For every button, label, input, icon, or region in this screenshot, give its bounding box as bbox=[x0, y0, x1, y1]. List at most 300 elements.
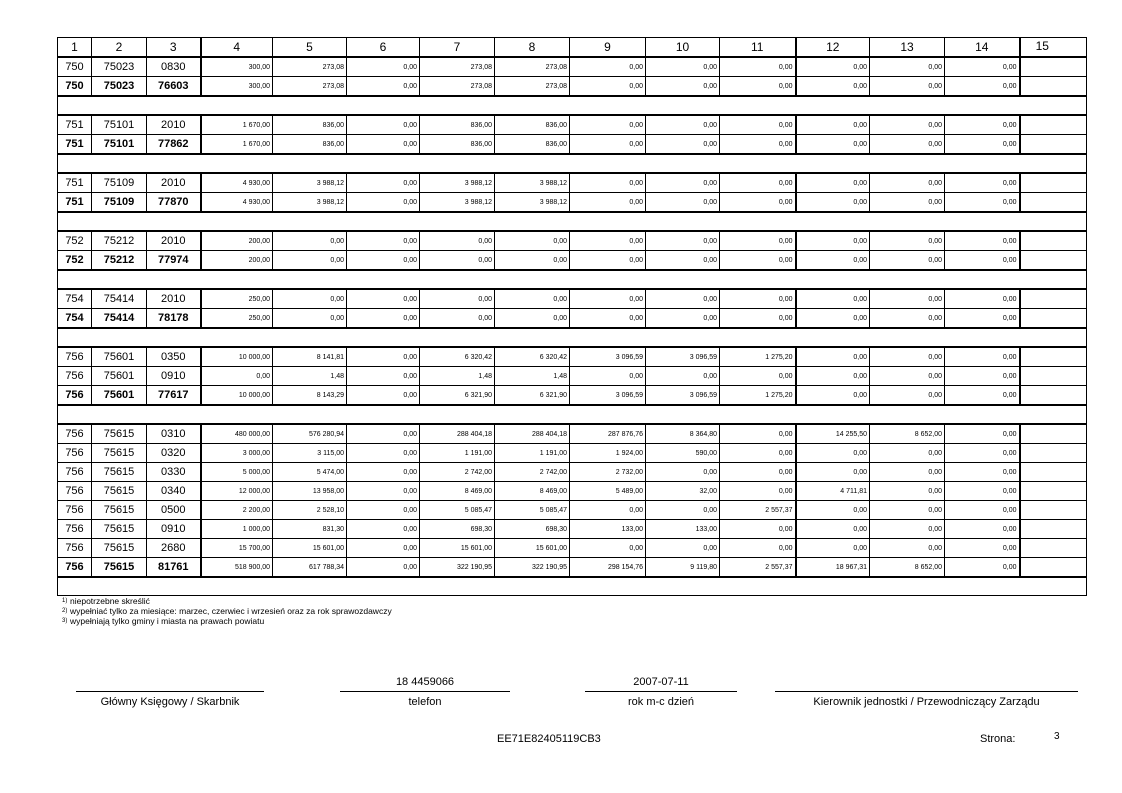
table-cell: 3 988,12 bbox=[420, 193, 495, 213]
table-cell: 1 275,20 bbox=[720, 386, 796, 406]
table-cell-15 bbox=[1020, 501, 1087, 520]
table-cell: 617 788,34 bbox=[273, 558, 347, 578]
table-cell-15 bbox=[1020, 289, 1087, 309]
table-cell: 300,00 bbox=[201, 57, 273, 77]
table-cell: 250,00 bbox=[201, 289, 273, 309]
table-cell: 0,00 bbox=[570, 367, 646, 386]
spacer-row bbox=[58, 96, 1087, 115]
table-cell: 0,00 bbox=[796, 520, 870, 539]
table-cell: 0,00 bbox=[796, 539, 870, 558]
table-row bbox=[58, 424, 1087, 444]
header-cell: 7 bbox=[420, 38, 495, 58]
table-cell: 8 364,80 bbox=[646, 424, 720, 444]
table-cell: 0,00 bbox=[796, 135, 870, 155]
table-cell: 836,00 bbox=[495, 115, 570, 135]
table-cell: 751 bbox=[58, 135, 92, 155]
table-cell: 836,00 bbox=[273, 135, 347, 155]
table-cell: 576 280,94 bbox=[273, 424, 347, 444]
table-cell: 1 924,00 bbox=[570, 444, 646, 463]
table-cell: 0,00 bbox=[945, 193, 1020, 213]
document-code: EE71E82405119CB3 bbox=[497, 733, 601, 745]
table-cell: 756 bbox=[58, 444, 92, 463]
spacer-row bbox=[58, 405, 1087, 424]
spacer-row bbox=[58, 328, 1087, 347]
table-cell-15 bbox=[1020, 57, 1087, 77]
table-cell: 273,08 bbox=[495, 77, 570, 97]
table-cell: 836,00 bbox=[420, 115, 495, 135]
table-cell: 0,00 bbox=[347, 386, 420, 406]
table-cell: 15 601,00 bbox=[273, 539, 347, 558]
table-cell: 2 557,37 bbox=[720, 558, 796, 578]
table-cell: 8 143,29 bbox=[273, 386, 347, 406]
table-cell: 0,00 bbox=[720, 444, 796, 463]
table-cell: 75101 bbox=[92, 115, 147, 135]
spacer-cell bbox=[58, 154, 1087, 173]
table-cell: 0,00 bbox=[870, 77, 945, 97]
table-cell: 0,00 bbox=[347, 231, 420, 251]
table-cell: 0,00 bbox=[870, 482, 945, 501]
page-label: Strona: bbox=[980, 733, 1016, 745]
table-cell: 75109 bbox=[92, 173, 147, 193]
table-cell: 322 190,95 bbox=[495, 558, 570, 578]
date-label: rok m-c dzień bbox=[627, 696, 695, 708]
header-cell: 1 bbox=[58, 38, 92, 58]
table-cell: 0320 bbox=[147, 444, 201, 463]
table-cell: 0,00 bbox=[347, 57, 420, 77]
footnotes bbox=[62, 596, 392, 626]
table-cell: 5 474,00 bbox=[273, 463, 347, 482]
table-cell: 0,00 bbox=[796, 115, 870, 135]
table-cell: 200,00 bbox=[201, 251, 273, 271]
header-row bbox=[58, 38, 1087, 58]
header-cell: 11 bbox=[720, 38, 796, 58]
table-cell: 15 700,00 bbox=[201, 539, 273, 558]
table-cell: 756 bbox=[58, 347, 92, 367]
table-cell: 0,00 bbox=[945, 57, 1020, 77]
table-cell: 8 652,00 bbox=[870, 558, 945, 578]
table-cell: 15 601,00 bbox=[495, 539, 570, 558]
table-cell: 0,00 bbox=[646, 289, 720, 309]
table-cell: 32,00 bbox=[646, 482, 720, 501]
table-cell: 0,00 bbox=[570, 173, 646, 193]
table-cell: 0,00 bbox=[570, 539, 646, 558]
table-cell: 75414 bbox=[92, 289, 147, 309]
table-cell: 1,48 bbox=[420, 367, 495, 386]
table-cell: 75109 bbox=[92, 193, 147, 213]
table-cell: 0,00 bbox=[570, 115, 646, 135]
table-cell: 0,00 bbox=[646, 57, 720, 77]
table-cell: 8 141,81 bbox=[273, 347, 347, 367]
table-cell: 0,00 bbox=[945, 424, 1020, 444]
table-cell: 75601 bbox=[92, 347, 147, 367]
footnote-2: 2) wypełniać tylko za miesiące: marzec, czerwiec i wrzesień oraz za rok sprawozdawczy bbox=[62, 606, 392, 616]
footnote-1: 1) niepotrzebne skreślić bbox=[62, 596, 150, 606]
table-cell: 0,00 bbox=[720, 231, 796, 251]
table-cell: 0,00 bbox=[646, 231, 720, 251]
table-cell: 4 711,81 bbox=[796, 482, 870, 501]
table-cell: 0,00 bbox=[796, 251, 870, 271]
table-cell: 2010 bbox=[147, 115, 201, 135]
table-cell: 0,00 bbox=[796, 289, 870, 309]
table-cell: 0,00 bbox=[420, 231, 495, 251]
spacer-cell bbox=[58, 212, 1087, 231]
table-cell: 0,00 bbox=[870, 173, 945, 193]
table-cell: 9 119,80 bbox=[646, 558, 720, 578]
table-row bbox=[58, 520, 1087, 539]
header-cell: 6 bbox=[347, 38, 420, 58]
table-cell: 1,48 bbox=[495, 367, 570, 386]
table-cell: 1,48 bbox=[273, 367, 347, 386]
table-cell: 0350 bbox=[147, 347, 201, 367]
table-cell: 10 000,00 bbox=[201, 347, 273, 367]
table-cell: 0,00 bbox=[945, 347, 1020, 367]
spacer-row bbox=[58, 212, 1087, 231]
table-cell: 1 670,00 bbox=[201, 135, 273, 155]
table-cell-15 bbox=[1020, 173, 1087, 193]
table-row bbox=[58, 115, 1087, 135]
table-cell: 0340 bbox=[147, 482, 201, 501]
table-cell: 0,00 bbox=[870, 309, 945, 329]
header-cell: 13 bbox=[870, 38, 945, 58]
table-cell: 4 930,00 bbox=[201, 173, 273, 193]
table-cell: 756 bbox=[58, 482, 92, 501]
table-cell: 0,00 bbox=[796, 57, 870, 77]
table-row bbox=[58, 444, 1087, 463]
table-cell: 133,00 bbox=[646, 520, 720, 539]
table-cell: 6 320,42 bbox=[420, 347, 495, 367]
table-cell-15 bbox=[1020, 77, 1087, 97]
table-cell: 480 000,00 bbox=[201, 424, 273, 444]
table-cell: 0,00 bbox=[273, 251, 347, 271]
table-cell: 0,00 bbox=[870, 463, 945, 482]
table-cell: 5 489,00 bbox=[570, 482, 646, 501]
table-cell: 0,00 bbox=[570, 501, 646, 520]
table-cell: 0,00 bbox=[273, 231, 347, 251]
table-cell: 0,00 bbox=[870, 444, 945, 463]
spacer-row bbox=[58, 270, 1087, 289]
table-cell: 2010 bbox=[147, 231, 201, 251]
table-cell: 0,00 bbox=[347, 482, 420, 501]
table-cell: 3 115,00 bbox=[273, 444, 347, 463]
table-cell-15 bbox=[1020, 520, 1087, 539]
table-cell-15 bbox=[1020, 444, 1087, 463]
table-cell: 75212 bbox=[92, 231, 147, 251]
table-cell: 756 bbox=[58, 520, 92, 539]
table-cell-15 bbox=[1020, 347, 1087, 367]
table-cell: 10 000,00 bbox=[201, 386, 273, 406]
table-cell: 0,00 bbox=[945, 231, 1020, 251]
table-cell: 0,00 bbox=[347, 444, 420, 463]
table-cell: 756 bbox=[58, 558, 92, 578]
table-cell: 0,00 bbox=[347, 251, 420, 271]
table-cell: 1 191,00 bbox=[420, 444, 495, 463]
table-cell: 756 bbox=[58, 501, 92, 520]
table-cell: 0,00 bbox=[945, 482, 1020, 501]
table-cell: 75414 bbox=[92, 309, 147, 329]
table-cell: 75615 bbox=[92, 520, 147, 539]
table-cell: 273,08 bbox=[495, 57, 570, 77]
table-cell: 0,00 bbox=[347, 463, 420, 482]
table-cell: 15 601,00 bbox=[420, 539, 495, 558]
table-cell: 288 404,18 bbox=[495, 424, 570, 444]
table-row bbox=[58, 231, 1087, 251]
table-cell: 0,00 bbox=[870, 115, 945, 135]
table-cell: 0,00 bbox=[720, 57, 796, 77]
header-cell: 3 bbox=[147, 38, 201, 58]
table-cell: 75023 bbox=[92, 57, 147, 77]
table-row bbox=[58, 347, 1087, 367]
table-cell: 0,00 bbox=[720, 539, 796, 558]
table-cell: 75615 bbox=[92, 444, 147, 463]
table-cell: 0,00 bbox=[945, 520, 1020, 539]
table-cell: 0,00 bbox=[646, 309, 720, 329]
table-cell: 6 320,42 bbox=[495, 347, 570, 367]
spacer-row bbox=[58, 154, 1087, 173]
table-cell: 756 bbox=[58, 463, 92, 482]
table-cell: 0,00 bbox=[570, 289, 646, 309]
table-cell: 0,00 bbox=[720, 520, 796, 539]
table-cell: 0,00 bbox=[570, 77, 646, 97]
table-cell: 273,08 bbox=[273, 57, 347, 77]
table-cell: 0,00 bbox=[870, 347, 945, 367]
table-cell: 0,00 bbox=[720, 482, 796, 501]
header-cell: 10 bbox=[646, 38, 720, 58]
table-cell-15 bbox=[1020, 251, 1087, 271]
table-cell: 0,00 bbox=[570, 231, 646, 251]
table-cell: 0,00 bbox=[420, 289, 495, 309]
head-label: Kierownik jednostki / Przewodniczący Zarządu bbox=[813, 696, 1040, 708]
table-cell: 0,00 bbox=[420, 309, 495, 329]
table-cell: 0,00 bbox=[945, 386, 1020, 406]
table-cell: 3 096,59 bbox=[570, 386, 646, 406]
table-cell: 756 bbox=[58, 539, 92, 558]
table-cell: 0,00 bbox=[870, 520, 945, 539]
table-cell: 4 930,00 bbox=[201, 193, 273, 213]
table-cell: 0,00 bbox=[347, 347, 420, 367]
header-cell: 9 bbox=[570, 38, 646, 58]
date-value: 2007-07-11 bbox=[633, 676, 689, 688]
table-cell: 75601 bbox=[92, 367, 147, 386]
spacer-cell bbox=[58, 328, 1087, 347]
table-cell: 0,00 bbox=[945, 77, 1020, 97]
table-cell: 0,00 bbox=[945, 367, 1020, 386]
table-cell: 5 085,47 bbox=[420, 501, 495, 520]
table-row bbox=[58, 193, 1087, 213]
header-cell: 5 bbox=[273, 38, 347, 58]
table-cell: 8 652,00 bbox=[870, 424, 945, 444]
table-cell: 3 988,12 bbox=[420, 173, 495, 193]
table-cell: 0,00 bbox=[347, 77, 420, 97]
table-cell: 0310 bbox=[147, 424, 201, 444]
table-cell: 836,00 bbox=[273, 115, 347, 135]
table-cell: 3 096,59 bbox=[646, 386, 720, 406]
table-cell: 77974 bbox=[147, 251, 201, 271]
table-cell: 75615 bbox=[92, 424, 147, 444]
table-cell: 298 154,76 bbox=[570, 558, 646, 578]
table-cell: 0,00 bbox=[720, 115, 796, 135]
head-signature-line bbox=[775, 691, 1078, 692]
table-cell: 0,00 bbox=[870, 251, 945, 271]
table-cell: 0,00 bbox=[945, 135, 1020, 155]
table-cell: 0830 bbox=[147, 57, 201, 77]
table-cell: 0910 bbox=[147, 520, 201, 539]
table-cell: 0,00 bbox=[796, 501, 870, 520]
table-cell: 0,00 bbox=[646, 77, 720, 97]
table-cell: 756 bbox=[58, 386, 92, 406]
table-cell: 0,00 bbox=[720, 367, 796, 386]
table-cell: 18 967,31 bbox=[796, 558, 870, 578]
table-cell: 0,00 bbox=[646, 135, 720, 155]
table-cell: 75023 bbox=[92, 77, 147, 97]
table-cell: 5 000,00 bbox=[201, 463, 273, 482]
table-cell: 8 469,00 bbox=[420, 482, 495, 501]
table-cell-15 bbox=[1020, 115, 1087, 135]
table-cell: 756 bbox=[58, 424, 92, 444]
table-cell: 751 bbox=[58, 173, 92, 193]
table-row bbox=[58, 463, 1087, 482]
table-cell: 2 742,00 bbox=[420, 463, 495, 482]
table-cell: 836,00 bbox=[420, 135, 495, 155]
table-cell: 322 190,95 bbox=[420, 558, 495, 578]
table-cell: 0,00 bbox=[720, 463, 796, 482]
table-cell: 0,00 bbox=[347, 173, 420, 193]
table-row bbox=[58, 57, 1087, 77]
header-cell: 12 bbox=[796, 38, 870, 58]
table-cell: 3 096,59 bbox=[570, 347, 646, 367]
table-cell: 0,00 bbox=[796, 347, 870, 367]
header-cell: 4 bbox=[201, 38, 273, 58]
table-cell: 3 096,59 bbox=[646, 347, 720, 367]
table-cell: 6 321,90 bbox=[495, 386, 570, 406]
table-cell: 75212 bbox=[92, 251, 147, 271]
table-cell: 0,00 bbox=[273, 309, 347, 329]
table-cell: 77870 bbox=[147, 193, 201, 213]
table-cell: 250,00 bbox=[201, 309, 273, 329]
table-cell: 3 988,12 bbox=[273, 173, 347, 193]
table-cell: 81761 bbox=[147, 558, 201, 578]
table-cell: 752 bbox=[58, 251, 92, 271]
table-row bbox=[58, 482, 1087, 501]
table-cell-15 bbox=[1020, 463, 1087, 482]
table-cell: 0,00 bbox=[870, 231, 945, 251]
table-row bbox=[58, 173, 1087, 193]
table-cell: 0,00 bbox=[347, 115, 420, 135]
table-cell: 75615 bbox=[92, 463, 147, 482]
table-cell: 273,08 bbox=[420, 57, 495, 77]
table-cell: 0,00 bbox=[796, 463, 870, 482]
table-cell: 1 670,00 bbox=[201, 115, 273, 135]
accountant-label: Główny Księgowy / Skarbnik bbox=[100, 696, 240, 708]
table-cell: 836,00 bbox=[495, 135, 570, 155]
table-cell: 756 bbox=[58, 367, 92, 386]
table-cell: 0,00 bbox=[646, 193, 720, 213]
table-cell: 0,00 bbox=[720, 173, 796, 193]
table-cell: 0,00 bbox=[347, 539, 420, 558]
table-row bbox=[58, 135, 1087, 155]
table-cell: 76603 bbox=[147, 77, 201, 97]
table-cell: 0,00 bbox=[796, 77, 870, 97]
table-cell: 0,00 bbox=[870, 501, 945, 520]
table-cell: 0,00 bbox=[347, 193, 420, 213]
table-row bbox=[58, 77, 1087, 97]
table-cell: 273,08 bbox=[420, 77, 495, 97]
table-cell: 0,00 bbox=[796, 444, 870, 463]
table-cell: 0910 bbox=[147, 367, 201, 386]
table-cell: 0,00 bbox=[945, 289, 1020, 309]
table-cell: 2 528,10 bbox=[273, 501, 347, 520]
phone-value: 18 4459066 bbox=[395, 676, 455, 688]
table-cell: 0,00 bbox=[720, 309, 796, 329]
header-cell: 2 bbox=[92, 38, 147, 58]
table-cell-15 bbox=[1020, 193, 1087, 213]
table-cell: 287 876,76 bbox=[570, 424, 646, 444]
table-row bbox=[58, 539, 1087, 558]
table-cell: 750 bbox=[58, 57, 92, 77]
table-cell-15 bbox=[1020, 367, 1087, 386]
table-cell: 0,00 bbox=[945, 309, 1020, 329]
page-number: 3 bbox=[1054, 731, 1060, 742]
spacer-cell bbox=[58, 270, 1087, 289]
table-row bbox=[58, 367, 1087, 386]
table-cell: 0,00 bbox=[646, 539, 720, 558]
table-cell: 75601 bbox=[92, 386, 147, 406]
phone-label: telefon bbox=[408, 696, 442, 708]
table-cell: 75615 bbox=[92, 501, 147, 520]
table-cell: 288 404,18 bbox=[420, 424, 495, 444]
table-cell: 2 732,00 bbox=[570, 463, 646, 482]
table-cell: 2 557,37 bbox=[720, 501, 796, 520]
table-cell: 0330 bbox=[147, 463, 201, 482]
table-cell: 3 988,12 bbox=[495, 173, 570, 193]
table-cell: 0,00 bbox=[796, 367, 870, 386]
table-cell: 0,00 bbox=[420, 251, 495, 271]
table-cell: 518 900,00 bbox=[201, 558, 273, 578]
table-cell: 0500 bbox=[147, 501, 201, 520]
table-cell: 698,30 bbox=[495, 520, 570, 539]
table-cell: 0,00 bbox=[495, 309, 570, 329]
footnote-3: 3) wypełniają tylko gminy i miasta na prawach powiatu bbox=[62, 616, 265, 626]
table-cell: 77617 bbox=[147, 386, 201, 406]
table-cell-15 bbox=[1020, 231, 1087, 251]
table-cell: 2010 bbox=[147, 173, 201, 193]
table-cell: 0,00 bbox=[347, 289, 420, 309]
spacer-cell bbox=[58, 577, 1087, 596]
table-cell: 75615 bbox=[92, 558, 147, 578]
table-cell: 0,00 bbox=[796, 231, 870, 251]
table-cell: 0,00 bbox=[796, 309, 870, 329]
table-row bbox=[58, 251, 1087, 271]
table-cell: 0,00 bbox=[720, 77, 796, 97]
table-cell: 0,00 bbox=[945, 539, 1020, 558]
table-cell: 0,00 bbox=[945, 173, 1020, 193]
table-cell: 0,00 bbox=[720, 135, 796, 155]
accountant-signature-line bbox=[76, 691, 264, 692]
table-cell: 0,00 bbox=[570, 57, 646, 77]
spacer-cell bbox=[58, 96, 1087, 115]
table-cell: 0,00 bbox=[945, 115, 1020, 135]
table-cell: 0,00 bbox=[495, 289, 570, 309]
table-cell-15 bbox=[1020, 386, 1087, 406]
table-cell-15 bbox=[1020, 558, 1087, 578]
table-cell: 754 bbox=[58, 309, 92, 329]
table-cell: 0,00 bbox=[870, 289, 945, 309]
phone-line bbox=[340, 691, 510, 692]
table-cell: 133,00 bbox=[570, 520, 646, 539]
table-cell: 0,00 bbox=[646, 251, 720, 271]
table-cell: 12 000,00 bbox=[201, 482, 273, 501]
table-cell: 0,00 bbox=[720, 424, 796, 444]
header-cell: 14 bbox=[945, 38, 1020, 58]
